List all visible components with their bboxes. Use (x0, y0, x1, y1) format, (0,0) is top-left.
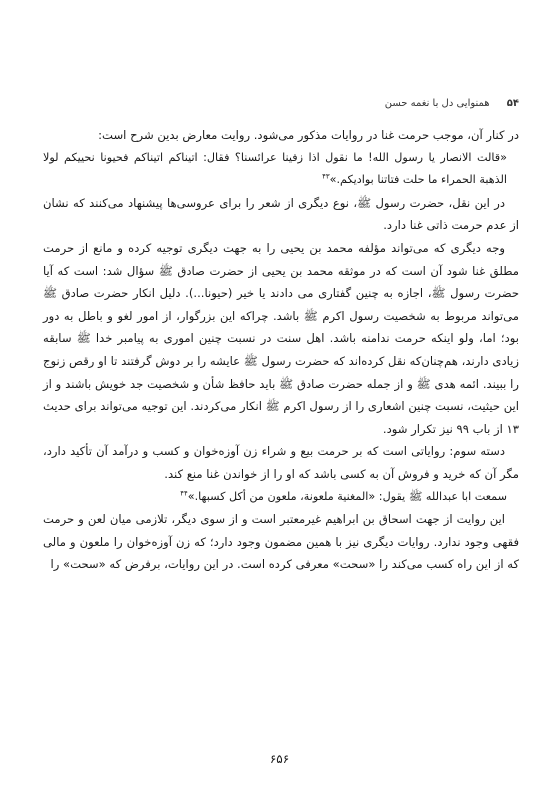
header-page-marker: ۵۴ (506, 98, 519, 109)
running-header (40, 98, 519, 114)
quote-text: سمعت ابا عبدالله ﷺ یقول: «المغنیة ملعونة، ملعون من أکل کسبها.» (187, 489, 507, 503)
paragraph (43, 508, 519, 576)
paragraph-text: در این نقل، حضرت رسول ﷺ، نوع دیگری از شعر را برای عروسی‌ها پیشنهاد می‌کنند که نشان از عدم حرمت ذاتی غنا دارد. (43, 195, 519, 233)
quote-paragraph (43, 486, 519, 509)
quote-text: «قالت الانصار یا رسول الله! ما نقول اذا زفینا عرائسنا؟ فقال: اتیناکم اتیناکم فحیونا نحییکم لولا الذهبة الحمراء ما حلت فتاتنا بوادیکم.» (43, 150, 507, 187)
paragraph (43, 237, 519, 440)
paragraph (43, 440, 519, 485)
paragraph-text: وجه دیگری که می‌تواند مؤلفه محمد بن یحیی را به جهت دیگری توجیه کرده و مانع از حرمت مطلق غنا شود آن است که در موثقه محمد بن یحیی از حضرت صادق ﷺ سؤال شد: است که آیا حضرت رسول ﷺ، اجازه به چنین گفتاری می دادند یا خیر (حیونا...). دلیل انکار حضرت صادق ﷺ می‌تواند مربوط به شخصیت رسول اکرم ﷺ باشد. چراکه این بزرگوار، از امور لغو و باطل به دور بود؛ اما، ولو اینکه حرمت ندامنه باشد. اهل سنت در نسبت چنین اموری به پیامبر خدا ﷺ سابقه زیادی دارند، هم‌چنان‌که نقل کرده‌اند که حضرت رسول ﷺ عایشه را بر دوش گرفتند تا او رقص زنوج را ببیند. ائمه هدی ﷺ و از جمله حضرت صادق ﷺ باید حافظ شأن و شخصیت جد خویش باشند و از این حیثیت، نسبت چنین اشعاری را از رسول اکرم ﷺ انکار می‌کردند. این توجیه می‌تواند برای حدیث ۱۳ از باب ۹۹ نیز تکرار شود. (43, 240, 519, 436)
body-text (43, 124, 519, 576)
paragraph-text: این روایت از جهت اسحاق بن ابراهیم غیرمعتبر است و از سوی دیگر، تلازمی میان لعن و حرمت فقهی وجود ندارد. روایات دیگری نیز با همین مضمون وجود دارد؛ که زن آوزه‌خوان را ملعون و مالی که از این راه کسب می‌کند را «سحت» معرفی کرده است. در این روایات، برفرض که «سحت» را (43, 512, 519, 572)
footnote-marker: ۴۳ (322, 172, 330, 181)
footnote-marker: ۴۴ (180, 488, 188, 497)
paragraph-text: دسته سوم: روایاتی است که بر حرمت بیع و شراء زن آوزه‌خوان و کسب و درآمد آن تأکید دارد، مگر آن که خرید و فروش آن به کسی باشد که او را از خواندن غنا منع کند. (43, 444, 519, 481)
running-title: همنوایی دل با نغمه حسن (384, 98, 490, 109)
page-number: ۶۵۶ (269, 752, 290, 766)
paragraph-text: در کنار آن، موجب حرمت غنا در روایات مذکور می‌شود. روایت معارض بدین شرح است: (98, 128, 519, 142)
paragraph (43, 124, 519, 147)
paragraph (43, 192, 519, 237)
quote-paragraph (43, 147, 519, 192)
